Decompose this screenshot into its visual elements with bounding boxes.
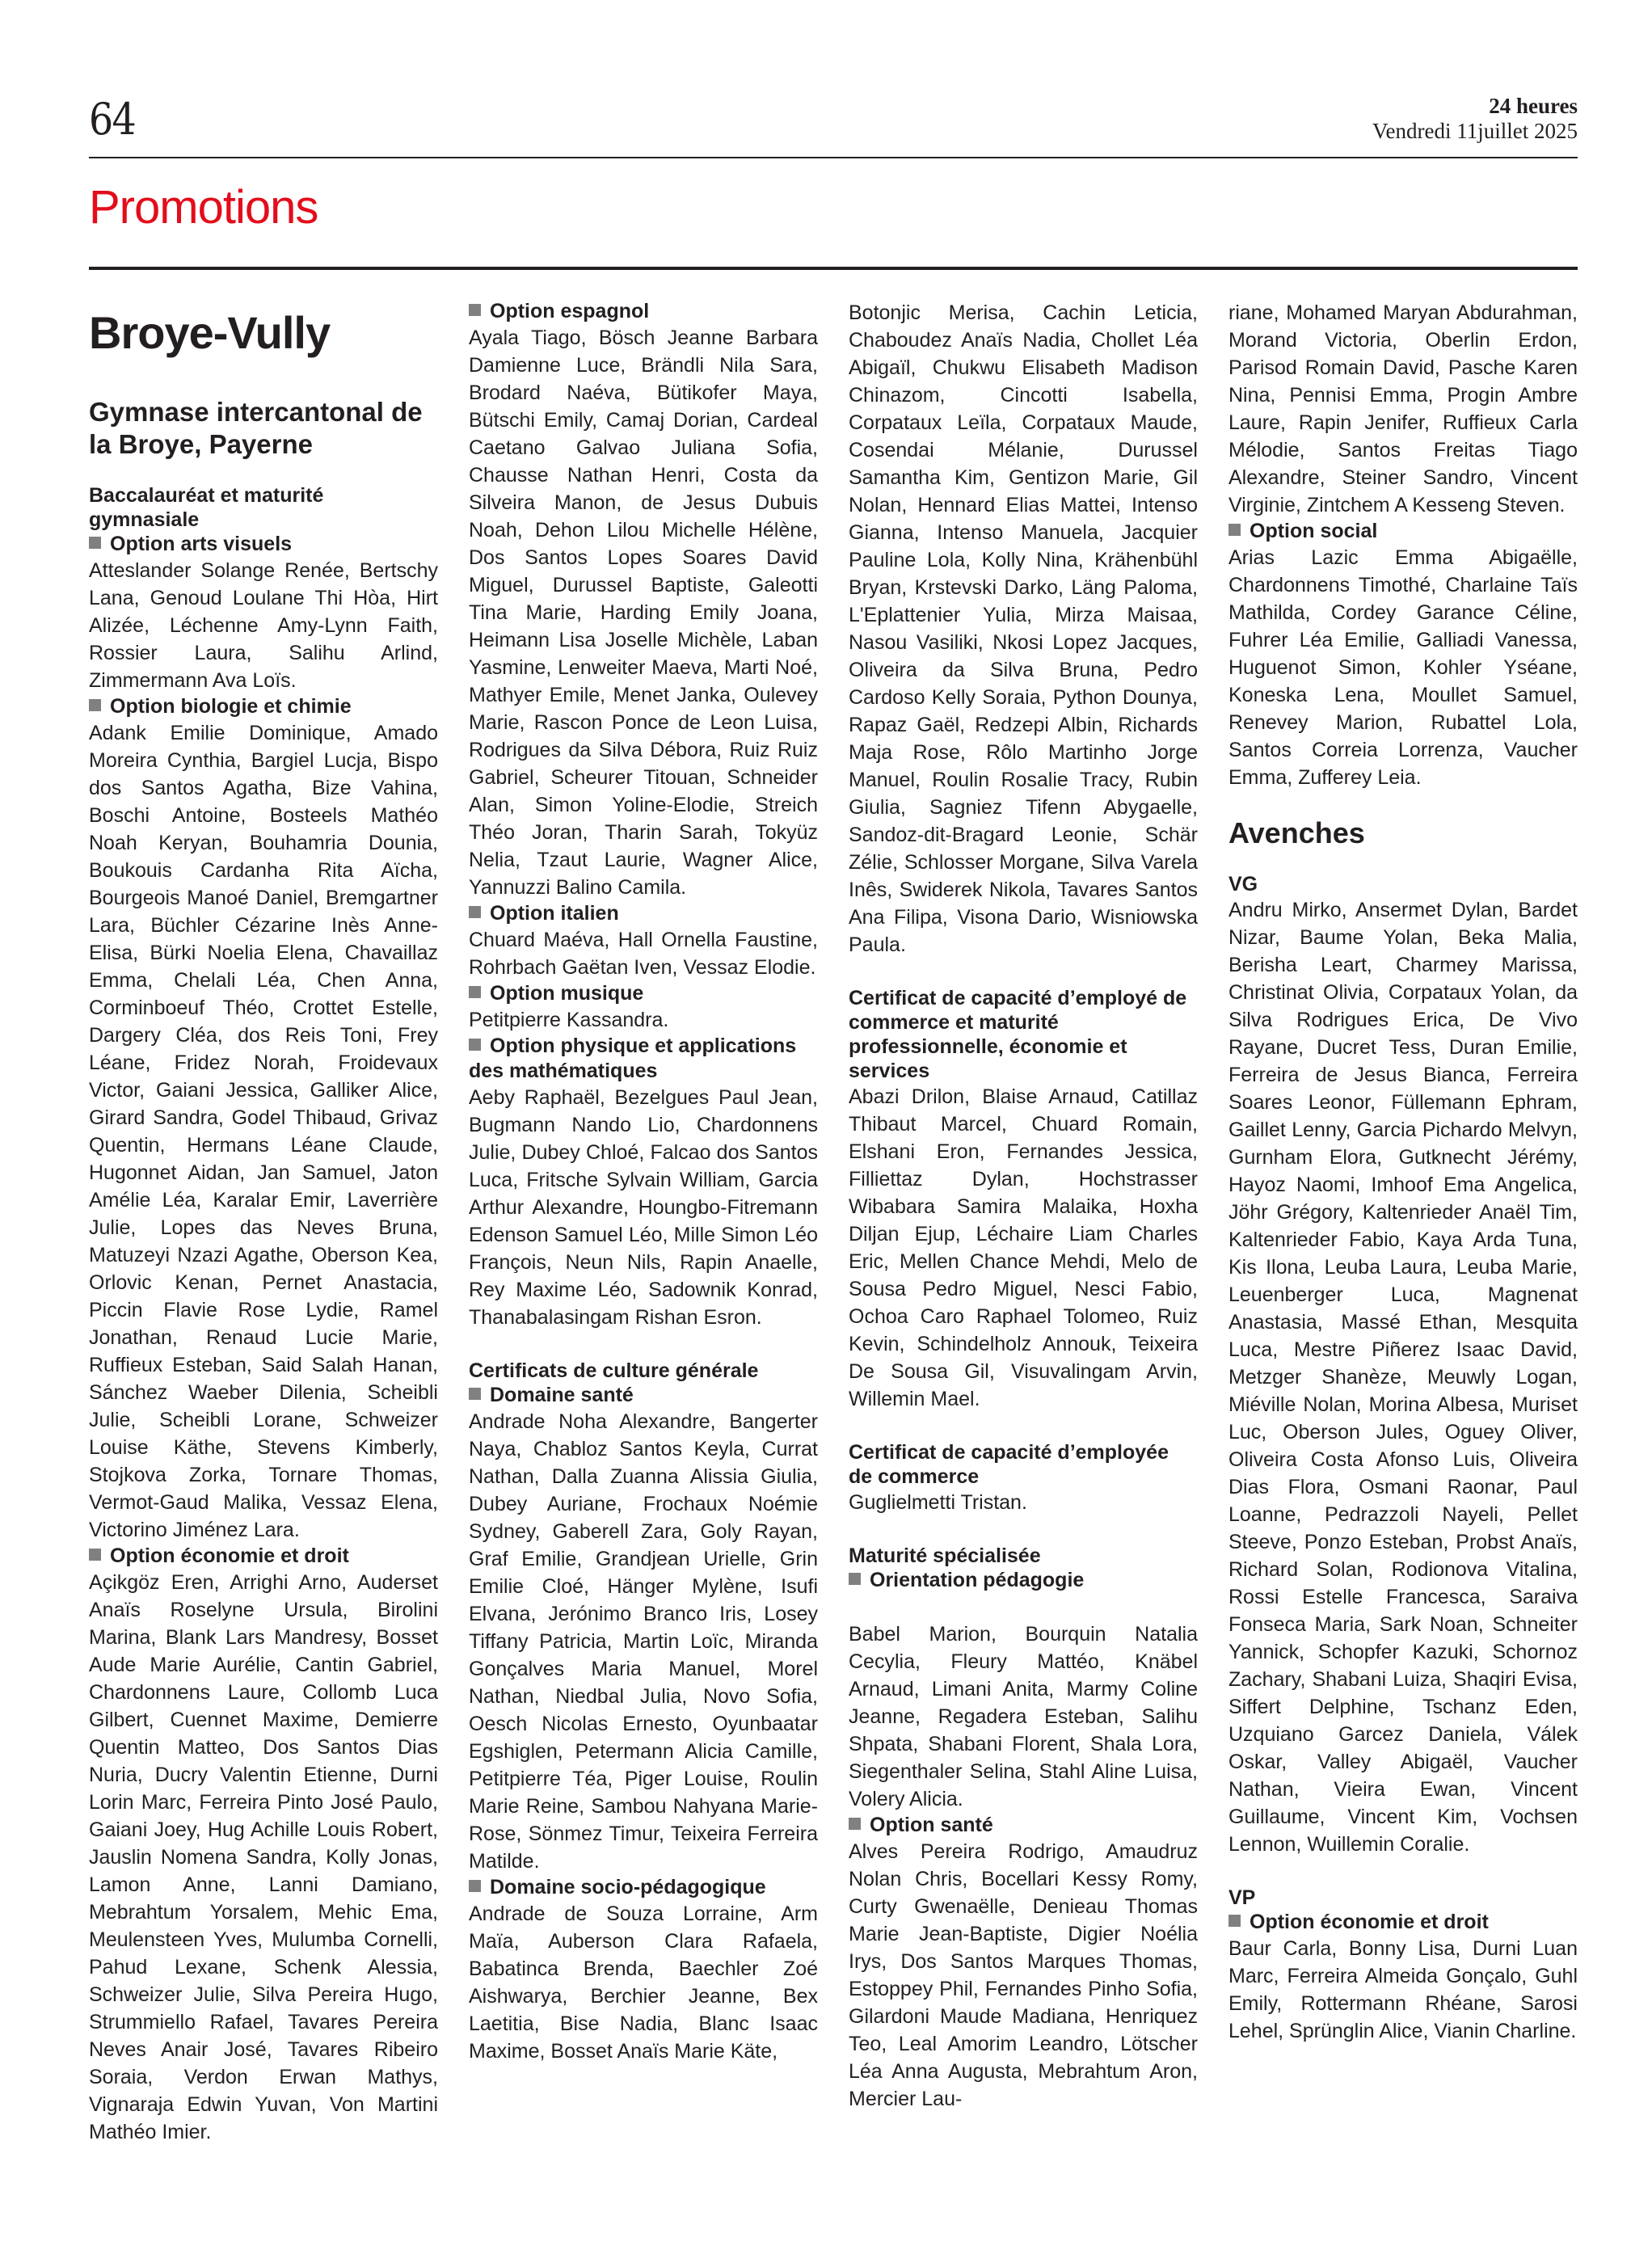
spacer <box>849 1593 1198 1620</box>
option-heading <box>469 1383 818 1408</box>
article-columns <box>89 299 1578 2146</box>
square-bullet-icon <box>1228 1915 1241 1927</box>
newspaper-page <box>89 0 1578 2263</box>
graduate-list: Abazi Drilon, Blaise Arnaud, Catillaz Thibaut Marcel, Chuard Romain, Elshani Eron, Fernandes Jessica, Filliettaz Dylan, Hochstrasser Wibabara Samira Malaika, Hoxha Diljan Ejup, Léchaire Liam Charles Eric, Mellen Chance Mehdi, Melo de Sousa Pedro Miguel, Nesci Fabio, Ochoa Caro Raphael Tolomeo, Ruiz Kevin, Schindelholz Annouk, Teixeira De Sousa Gil, Visuvalingam Arvin, Willemin Mael. <box>849 1085 1198 1410</box>
graduate-list: Andrade de Souza Lorraine, Arm Maïa, Auberson Clara Rafaela, Babatinca Brenda, Baechler Zoé Aishwarya, Berchier Jeanne, Bex Laetitia, Bise Nadia, Blanc Isaac Maxime, Bosset Anaïs Marie Käte, <box>469 1903 818 2063</box>
graduate-list: Açikgöz Eren, Arrighi Arno, Auderset Anaïs Roselyne Ursula, Birolini Marina, Blank Lars Mandresy, Bosset Aude Marie Aurélie, Cantin Gabriel, Chardonnens Laure, Collomb Luca Gilbert, Cuennet Maxime, Demierre Quentin Matteo, Dos Santos Dias Nuria, Ducry Valentin Etienne, Durni Lorin Marc, Ferreira Pinto José Paulo, Gaiani Joey, Hug Achille Louis Robert, Jauslin Nomena Sandra, Kolly Jonas, Lamon Anne, Lanni Damiano, Mebrahtum Yorsalem, Mehic Ema, Meulensteen Yves, Mulumba Cornelli, Pahud Lexane, Schenk Alessia, Schweizer Julie, Silva Pereira Hugo, Strummiello Rafael, Tavares Pereira Neves Anair José, Tavares Ribeiro Soraia, Verdon Erwan Mathys, Vignaraja Edwin Yuvan, Von Martini Mathéo Imier. <box>89 1571 438 2143</box>
header-rule <box>89 157 1578 158</box>
certificate-title: Maturité spécialisée <box>849 1544 1041 1567</box>
certificate-title: Baccalauréat et maturité gymnasiale <box>89 484 324 531</box>
option-heading <box>1228 519 1578 544</box>
certificate-title: Certificats de culture générale <box>469 1359 759 1382</box>
square-bullet-icon <box>469 986 481 998</box>
certificate-title: Certificat de capacité d’employée de commerce <box>849 1441 1169 1488</box>
option-heading <box>469 1034 818 1084</box>
square-bullet-icon <box>469 304 481 316</box>
graduate-list: Andrade Noha Alexandre, Bangerter Naya, Chabloz Santos Keyla, Currat Nathan, Dalla Zuanna Alissia Giulia, Dubey Auriane, Frochaux Noémie Sydney, Gaberell Zara, Goly Rayan, Graf Emilie, Grandjean Urielle, Grin Emilie Cloé, Hänger Mylène, Isufi Elvana, Jerónimo Branco Iris, Losey Tiffany Patricia, Martin Loïc, Miranda Gonçalves Maria Manuel, Morel Nathan, Niedbal Julia, Novo Sofia, Oesch Nicolas Ernesto, Oyunbaatar Egshiglen, Petermann Alicia Camille, Petitpierre Téa, Piger Louise, Roulin Marie Reine, Sambou Nahyana Marie-Rose, Sönmez Timur, Teixeira Ferreira Matilde. <box>469 1410 818 1873</box>
option-heading <box>89 1544 438 1569</box>
square-bullet-icon <box>849 1818 861 1830</box>
square-bullet-icon <box>89 537 101 549</box>
graduate-list: Chuard Maéva, Hall Ornella Faustine, Rohrbach Gaëtan Iven, Vessaz Elodie. <box>469 929 818 979</box>
option-title: Option social <box>1250 520 1378 542</box>
column-4 <box>1228 299 1578 2146</box>
graduate-list: Ayala Tiago, Bösch Jeanne Barbara Damienne Luce, Brändli Nila Sara, Brodard Naéva, Bütikofer Maya, Bütschi Emily, Camaj Dorian, Cardeal Caetano Galvao Juliana Sofia, Chausse Nathan Henri, Costa da Silveira Manon, de Jesus Dubuis Noah, Dehon Lilou Michelle Hélène, Dos Santos Lopes Soares David Miguel, Durussel Baptiste, Galeotti Tina Marie, Harding Emily Joana, Heimann Lisa Joselle Michèle, Laban Yasmine, Lenweiter Maeva, Marti Noé, Mathyer Emile, Menet Janka, Oulevey Marie, Rascon Ponce de Leon Luisa, Rodrigues da Silva Débora, Ruiz Ruiz Gabriel, Scheurer Titouan, Schneider Alan, Simon Yoline-Elodie, Streich Théo Joran, Tharin Sarah, Tokyüz Nelia, Tzaut Laurie, Wagner Alice, Yannuzzi Balino Camila. <box>469 327 818 899</box>
option-title: Option musique <box>490 982 644 1005</box>
square-bullet-icon <box>469 1880 481 1892</box>
option-heading <box>469 981 818 1006</box>
square-bullet-icon <box>1228 524 1241 536</box>
square-bullet-icon <box>469 906 481 918</box>
square-bullet-icon <box>89 1549 101 1561</box>
group-title: VP <box>1228 1886 1256 1909</box>
option-heading <box>469 901 818 926</box>
option-heading <box>1228 1910 1578 1935</box>
column-2 <box>469 299 818 2146</box>
option-title: Option physique et applications des mathématiques <box>469 1035 797 1082</box>
square-bullet-icon <box>469 1388 481 1400</box>
graduate-list: Petitpierre Kassandra. <box>469 1009 669 1031</box>
graduate-list: Babel Marion, Bourquin Natalia Cecylia, Fleury Mattéo, Knäbel Arnaud, Limani Anita, Marmy Coline Jeanne, Regadera Esteban, Salihu Shpata, Shabani Florent, Shala Lora, Siegenthaler Selina, Stahl Aline Luisa, Volery Alicia. <box>849 1623 1198 1810</box>
graduate-list: Arias Lazic Emma Abigaëlle, Chardonnens Timothé, Charlaine Taïs Mathilda, Cordey Garance Céline, Fuhrer Léa Emilie, Galliadi Vanessa, Huguenot Simon, Kohler Yséane, Koneska Lena, Moullet Samuel, Renevey Marion, Rubattel Lola, Santos Correia Lorrenza, Vaucher Emma, Zufferey Leia. <box>1228 546 1578 789</box>
option-title: Orientation pédagogie <box>870 1569 1085 1591</box>
option-title: Option espagnol <box>490 300 650 322</box>
graduate-list: Botonjic Merisa, Cachin Leticia, Chaboudez Anaïs Nadia, Chollet Léa Abigaïl, Chukwu Elisabeth Madison Chinazom, Cincotti Isabella, Corpataux Leïla, Corpataux Maude, Cosendai Mélanie, Durussel Samantha Kim, Gentizon Marie, Gil Nolan, Hennard Elias Mattei, Intenso Gianna, Intenso Manuela, Jacquier Pauline Lola, Kolly Nina, Krähenbühl Bryan, Krstevski Darko, Läng Paloma, L'Eplattenier Yulia, Mirza Maisaa, Nasou Vasiliki, Nkosi Lopez Jacques, Oliveira da Silva Bruna, Pedro Cardoso Kelly Soraia, Python Dounya, Rapaz Gaël, Redzepi Albin, Richards Maja Rose, Rôlo Martinho Jorge Manuel, Roulin Rosalie Tracy, Rubin Giulia, Sagniez Tifenn Abygaelle, Sandoz-dit-Bragard Leonie, Schär Zélie, Schlosser Morgane, Silva Varela Inês, Swiderek Nikola, Tavares Santos Ana Filipa, Visona Dario, Wisniowska Paula. <box>849 301 1198 956</box>
column-3 <box>849 299 1198 2146</box>
graduate-list: Baur Carla, Bonny Lisa, Durni Luan Marc, Ferreira Almeida Gonçalo, Guhl Emily, Rottermann Rhéane, Sarosi Lehel, Sprünglin Alice, Vianin Charline. <box>1228 1937 1578 2042</box>
option-heading <box>469 1875 818 1900</box>
certificate-title: Certificat de capacité d’employé de commerce et maturité professionnelle, économie et services <box>849 987 1187 1082</box>
school-title: Gymnase intercantonal de la Broye, Payerne <box>89 397 423 459</box>
option-title: Option biologie et chimie <box>110 695 352 718</box>
spacer <box>1228 1858 1578 1886</box>
option-title: Option santé <box>870 1814 993 1836</box>
option-heading <box>849 1813 1198 1838</box>
graduate-list: Andru Mirko, Ansermet Dylan, Bardet Nizar, Baume Yolan, Beka Malia, Berisha Leart, Charmey Marissa, Christinat Olivia, Corpataux Yolan, da Silva Rodrigues Erica, De Vivo Rayane, Ducret Tess, Duran Emilie, Ferreira de Jesus Bianca, Ferreira Soares Leonor, Füllemann Ephram, Gaillet Lenny, Garcia Pichardo Melvyn, Gurnham Elora, Gutknecht Jérémy, Hayoz Naomi, Imhoof Ema Angelica, Jöhr Grégory, Kaltenrieder Anaël Tim, Kaltenrieder Fabio, Kaya Arda Tuna, Kis Ilona, Leuba Laura, Leuba Marie, Leuenberger Luca, Magnenat Anastasia, Massé Ethan, Mesquita Luca, Mestre Piñerez Isaac David, Metzger Shanèze, Meuwly Logan, Miéville Nolan, Morina Albesa, Muriset Luc, Oberson Jules, Oguey Oliver, Oliveira Costa Afonso Luis, Oliveira Dias Flora, Osmani Raonar, Paul Loanne, Pedrazzoli Nayeli, Pellet Steeve, Ponzo Esteban, Probst Anaïs, Richard Solan, Rodionova Vitalina, Rossi Estelle Francesca, Saraiva Fonseca Maria, Sark Noan, Schneiter Yannick, Schopfer Kazuki, Schornoz Zachary, Shabani Luiza, Shaqiri Evisa, Siffert Delphine, Tschanz Eden, Uzquiano Garcez Daniela, Válek Oskar, Valley Abigaël, Vaucher Nathan, Vieira Ewan, Vincent Guillaume, Vincent Kim, Vochsen Lennon, Wuillemin Coralie. <box>1228 899 1578 1856</box>
graduate-list: Aeby Raphaël, Bezelgues Paul Jean, Bugmann Nando Lio, Chardonnens Julie, Dubey Chloé, Falcao dos Santos Luca, Fritsche Sylvain William, Garcia Arthur Alexandre, Houngbo-Fitremann Edenson Samuel Léo, Mille Simon Léo François, Neun Nils, Rapin Anaelle, Rey Maxime Léo, Sadownik Konrad, Thanabalasingam Rishan Esron. <box>469 1086 818 1329</box>
option-heading <box>469 299 818 324</box>
option-title: Option italien <box>490 902 619 925</box>
group-title: VG <box>1228 873 1258 896</box>
region-title: Avenches <box>1228 816 1365 849</box>
masthead <box>1372 94 1578 144</box>
spacer <box>849 959 1198 986</box>
spacer <box>849 1413 1198 1440</box>
option-title: Option économie et droit <box>110 1544 349 1567</box>
column-1 <box>89 299 438 2146</box>
option-title: Option arts visuels <box>110 533 293 555</box>
region-title: Broye-Vully <box>89 307 331 358</box>
graduate-list: Alves Pereira Rodrigo, Amaudruz Nolan Chris, Bocellari Kessy Romy, Curty Gwenaëlle, Denieau Thomas Marie Jean-Baptiste, Digier Noélia Irys, Dos Santos Marques Thomas, Estoppey Phil, Fernandes Pinho Sofia, Gilardoni Maude Madiana, Henriquez Teo, Leal Amorim Leandro, Lötscher Léa Anna Augusta, Mebrahtum Aron, Mercier Lau- <box>849 1840 1198 2110</box>
option-heading <box>89 694 438 719</box>
newspaper-name: 24 heures <box>1489 94 1578 118</box>
option-title: Domaine santé <box>490 1384 634 1406</box>
graduate-list: riane, Mohamed Maryan Abdurahman, Morand Victoria, Oberlin Erdon, Parisod Romain David, Pasche Karen Nina, Pennisi Emma, Progin Ambre Laure, Rapin Jenifer, Ruffieux Carla Mélodie, Santos Freitas Tiago Alexandre, Steiner Sandro, Vincent Virginie, Zintchem A Kesseng Steven. <box>1228 301 1578 516</box>
spacer <box>849 1516 1198 1544</box>
graduate-list: Atteslander Solange Renée, Bertschy Lana, Genoud Loulane Thi Hòa, Hirt Alizée, Léchenne Amy-Lynn Faith, Rossier Laura, Salihu Arlind, Zimmermann Ava Loïs. <box>89 559 438 692</box>
graduate-list: Guglielmetti Tristan. <box>849 1491 1027 1514</box>
page-number: 64 <box>89 94 135 145</box>
option-title: Domaine socio-pédagogique <box>490 1876 766 1898</box>
section-rule <box>89 267 1578 270</box>
square-bullet-icon <box>89 699 101 711</box>
option-heading <box>89 532 438 557</box>
issue-date: Vendredi 11juillet 2025 <box>1372 119 1578 143</box>
spacer <box>469 1331 818 1359</box>
square-bullet-icon <box>469 1039 481 1051</box>
option-title: Option économie et droit <box>1250 1911 1489 1933</box>
graduate-list: Adank Emilie Dominique, Amado Moreira Cynthia, Bargiel Lucja, Bispo dos Santos Agatha, Bize Vahina, Boschi Antoine, Bosteels Mathéo Noah Keryan, Bouhamria Dounia, Boukouis Cardanha Rita Aïcha, Bourgeois Manoé Daniel, Bremgartner Lara, Büchler Cézarine Inès Anne-Elisa, Bürki Noelia Elena, Chavaillaz Emma, Chelali Léa, Chen Anna, Corminboeuf Théo, Crottet Estelle, Dargery Cléa, dos Reis Toni, Frey Léane, Fridez Norah, Froidevaux Victor, Gaiani Jessica, Galliker Alice, Girard Sandra, Godel Thibaud, Grivaz Quentin, Hermans Léane Claude, Hugonnet Aidan, Jan Samuel, Jaton Amélie Léa, Karalar Emir, Laverrière Julie, Lopes das Neves Bruna, Matuzeyi Nzazi Agathe, Oberson Kea, Orlovic Kenan, Pernet Anastacia, Piccin Flavie Rose Lydie, Ramel Jonathan, Renaud Lucie Marie, Ruffieux Esteban, Said Salah Hanan, Sánchez Waeber Dilenia, Scheibli Julie, Scheibli Lorane, Schweizer Louise Käthe, Stevens Kimberly, Stojkova Zorka, Tornare Thomas, Vermot-Gaud Malika, Vessaz Elena, Victorino Jiménez Lara. <box>89 722 438 1541</box>
option-heading <box>849 1568 1198 1593</box>
square-bullet-icon <box>849 1573 861 1585</box>
section-title: Promotions <box>89 181 318 234</box>
